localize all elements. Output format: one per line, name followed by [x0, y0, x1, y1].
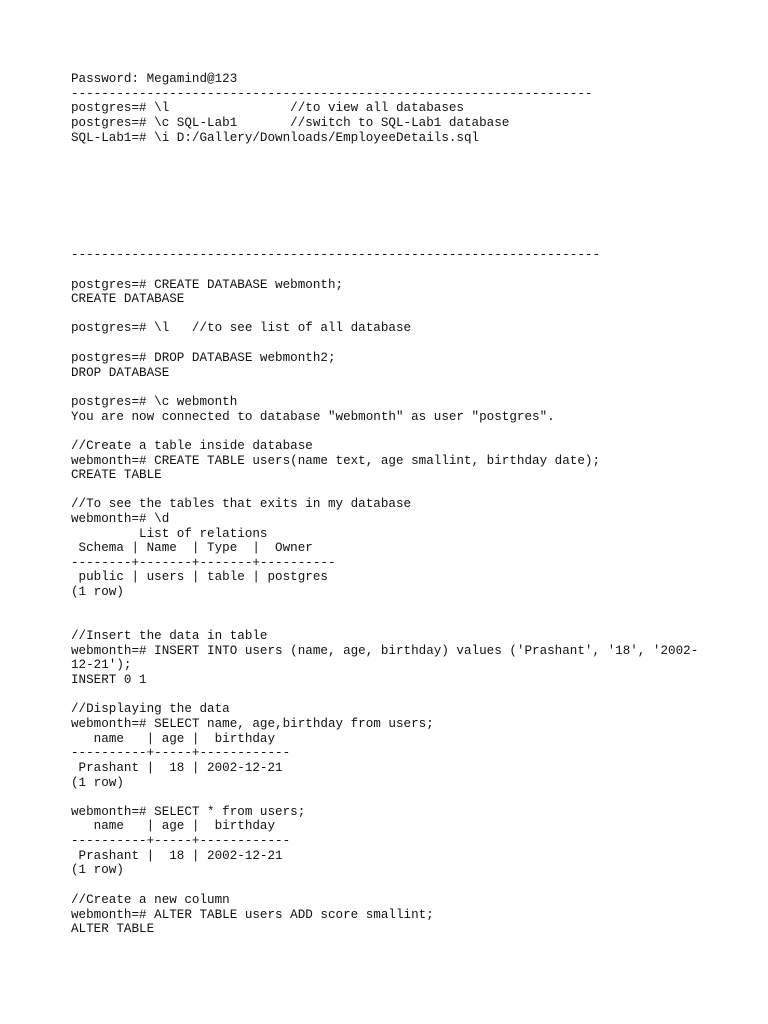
command-line: postgres=# \l //to view all databases: [71, 101, 464, 115]
table-caption: List of relations: [71, 527, 268, 541]
command-line: webmonth=# SELECT name, age,birthday from users;: [71, 717, 434, 731]
output-line: CREATE DATABASE: [71, 292, 185, 306]
table-separator: --------+-------+-------+----------: [71, 556, 336, 570]
table-separator: ----------+-----+------------: [71, 834, 291, 848]
command-line: postgres=# DROP DATABASE webmonth2;: [71, 351, 336, 365]
comment-line: //Displaying the data: [71, 702, 230, 716]
row-count: (1 row): [71, 776, 124, 790]
comment-line: //Create a new column: [71, 893, 230, 907]
table-header: name | age | birthday: [71, 732, 276, 746]
command-line: webmonth=# CREATE TABLE users(name text, age smallint, birthday date);: [71, 454, 601, 468]
command-line: webmonth=# SELECT * from users;: [71, 805, 306, 819]
table-row: public | users | table | postgres: [71, 570, 328, 584]
command-line: postgres=# \c webmonth: [71, 395, 238, 409]
comment-line: //To see the tables that exits in my database: [71, 497, 412, 511]
table-row: Prashant | 18 | 2002-12-21: [71, 761, 283, 775]
command-line: webmonth=# \d: [71, 512, 170, 526]
command-line: webmonth=# ALTER TABLE users ADD score smallint;: [71, 908, 434, 922]
separator-line: ----------------------------------------------------------------------: [71, 248, 601, 262]
table-row: Prashant | 18 | 2002-12-21: [71, 849, 283, 863]
command-line: webmonth=# INSERT INTO users (name, age, birthday) values ('Prashant', '18', '2002-: [71, 644, 699, 658]
output-line: CREATE TABLE: [71, 468, 162, 482]
comment-line: //Insert the data in table: [71, 629, 268, 643]
password-line: Password: Megamind@123: [71, 72, 238, 86]
command-line: SQL-Lab1=# \i D:/Gallery/Downloads/EmployeeDetails.sql: [71, 131, 480, 145]
row-count: (1 row): [71, 585, 124, 599]
output-line: ALTER TABLE: [71, 922, 155, 936]
command-line-wrap: 12-21');: [71, 658, 132, 672]
command-line: postgres=# \l //to see list of all database: [71, 321, 412, 335]
output-line: DROP DATABASE: [71, 366, 170, 380]
output-line: INSERT 0 1: [71, 673, 147, 687]
separator-line: ---------------------------------------------------------------------: [71, 87, 593, 101]
row-count: (1 row): [71, 863, 124, 877]
command-line: postgres=# CREATE DATABASE webmonth;: [71, 278, 344, 292]
command-line: postgres=# \c SQL-Lab1 //switch to SQL-Lab1 database: [71, 116, 510, 130]
comment-line: //Create a table inside database: [71, 439, 313, 453]
table-header: name | age | birthday: [71, 819, 276, 833]
document-page: [71, 0, 751, 1024]
table-separator: ----------+-----+------------: [71, 746, 291, 760]
table-header: Schema | Name | Type | Owner: [71, 541, 313, 555]
output-line: You are now connected to database "webmonth" as user "postgres".: [71, 410, 555, 424]
